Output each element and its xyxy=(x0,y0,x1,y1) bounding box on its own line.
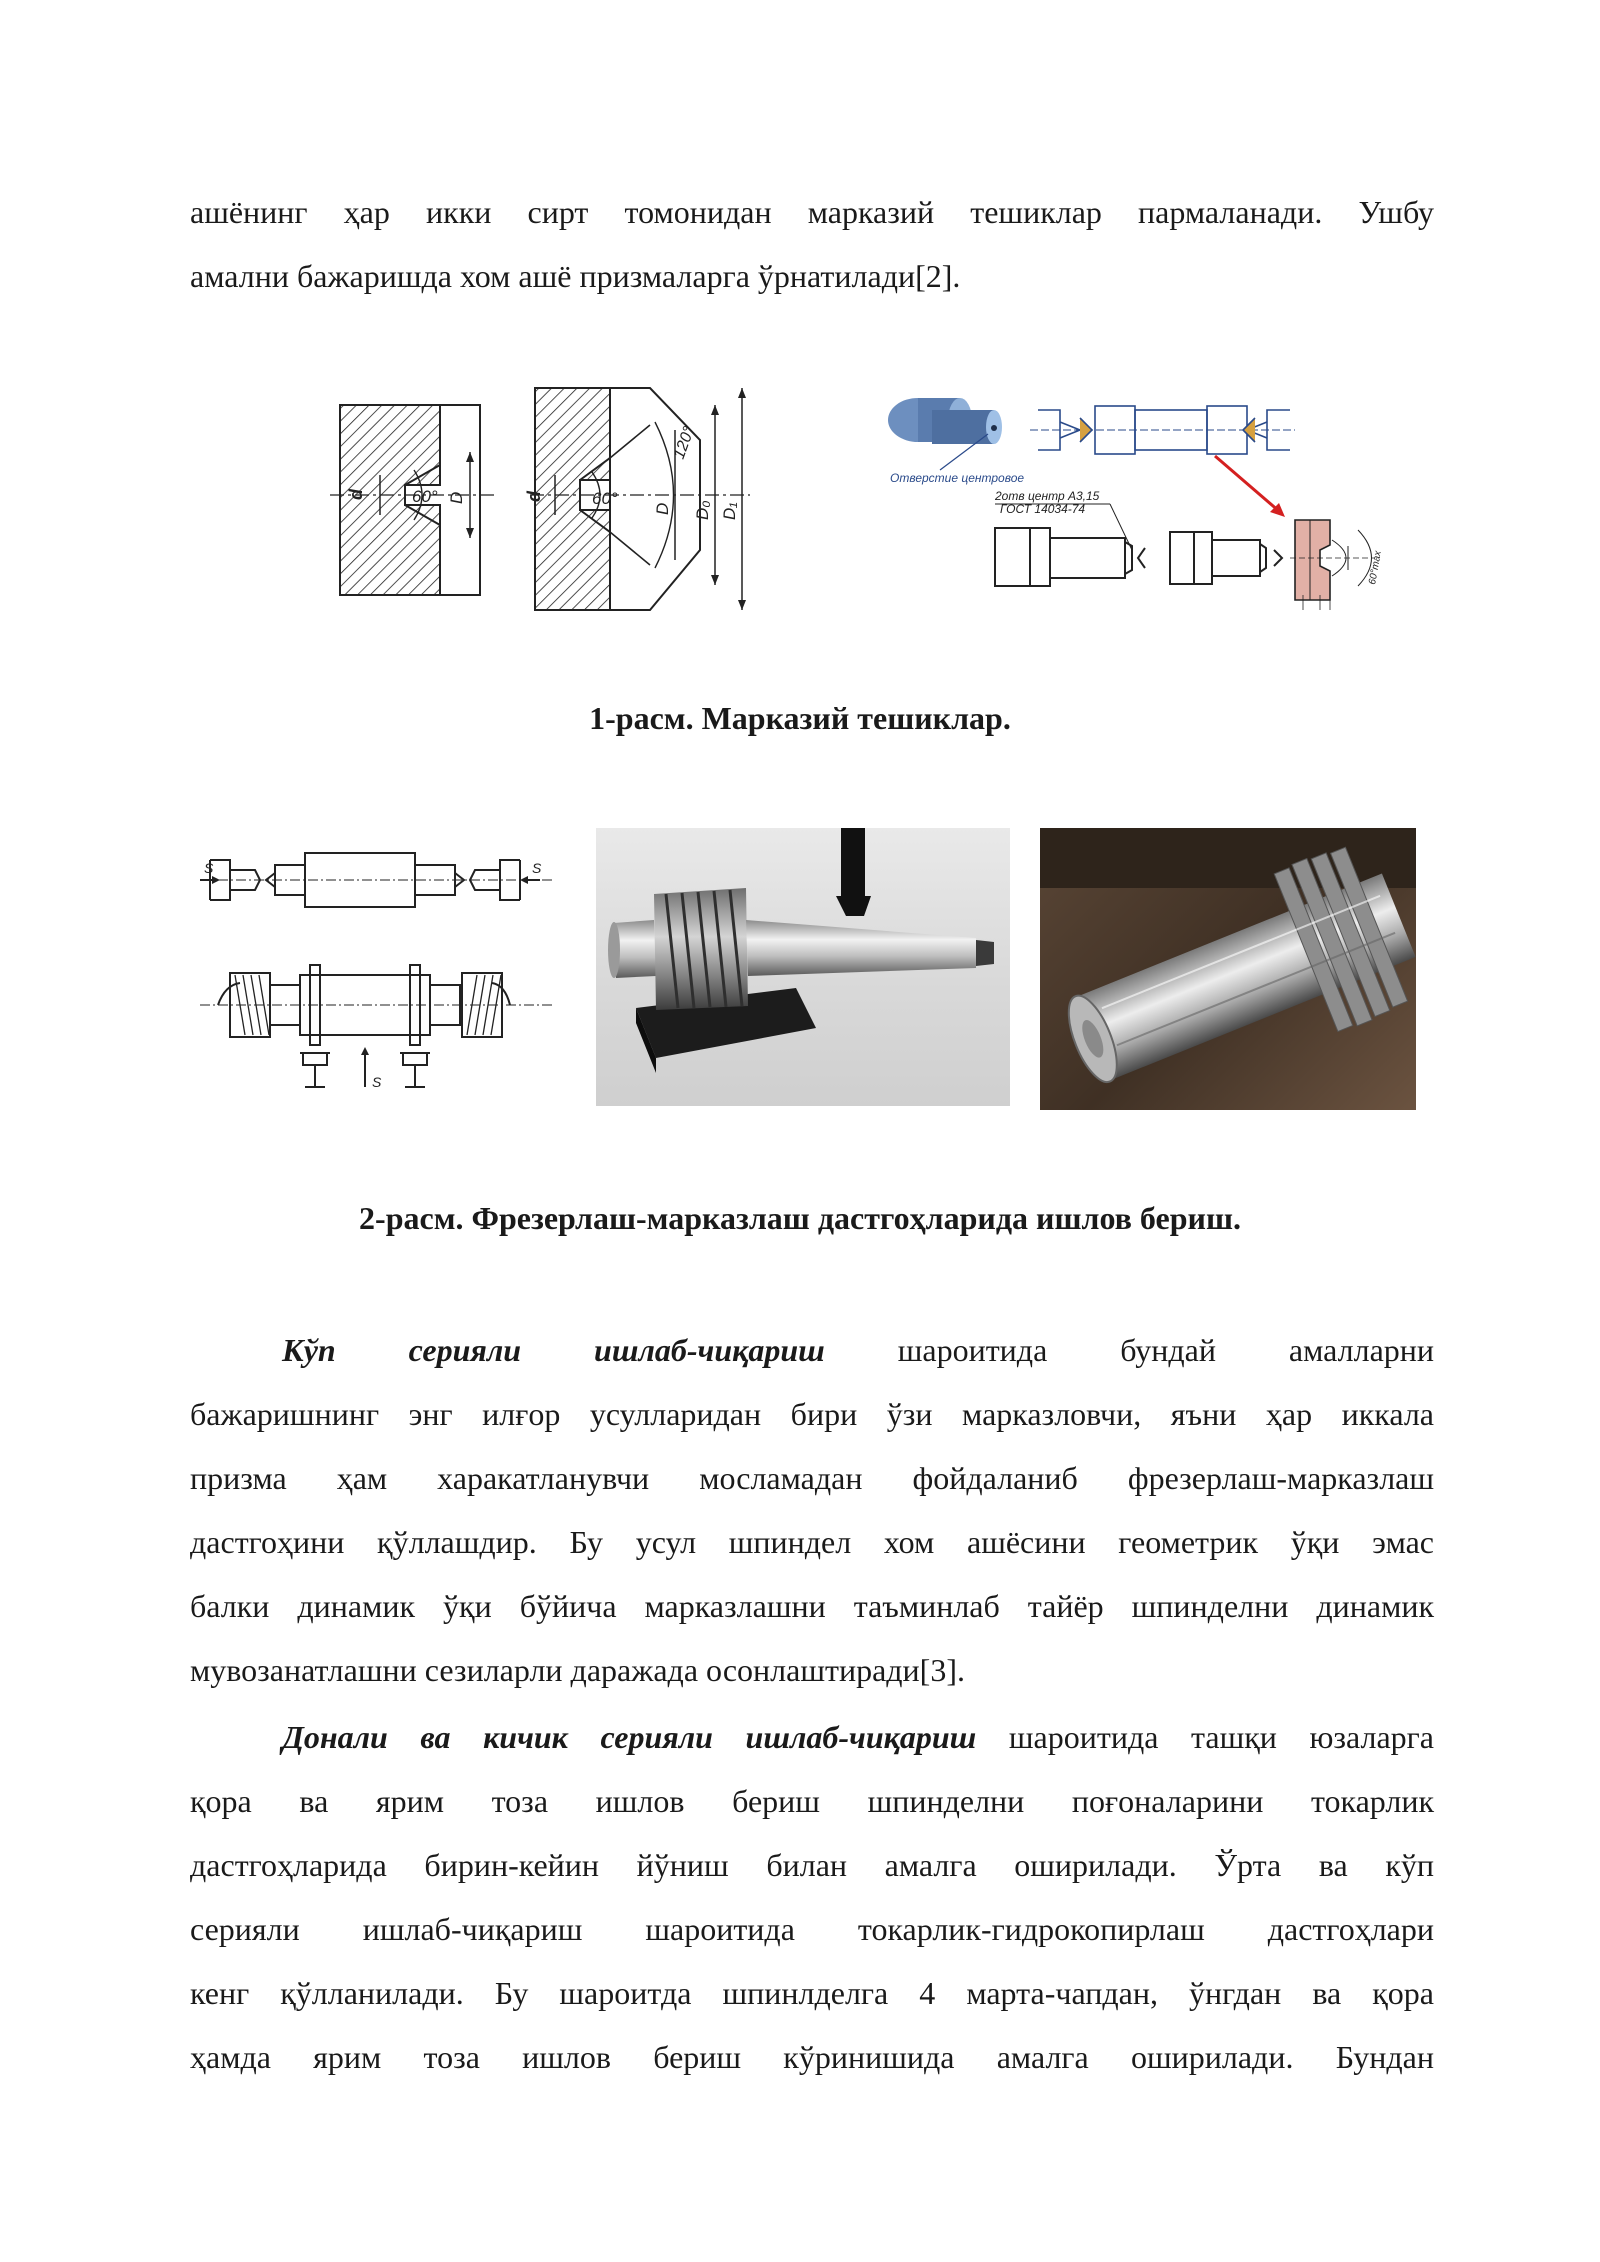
spline-shaft-photo xyxy=(1040,828,1416,1110)
detail-arrow xyxy=(1215,456,1280,512)
figure1-shaft-sketch xyxy=(870,370,1390,620)
paragraph-line-rest: шароитида бундай амалларни xyxy=(897,1332,1435,1368)
label-angle-120: 120° xyxy=(670,424,699,462)
paragraph-line: мувозанатлашни сезиларли даражада осонлаштиради[3]. xyxy=(190,1652,965,1688)
label-d-right: d xyxy=(524,491,544,502)
paragraph-top xyxy=(190,180,1434,308)
center-hole-type-b xyxy=(524,388,750,610)
label-d-left: d xyxy=(346,489,366,500)
shaft-drawing-1 xyxy=(995,528,1145,586)
figure2-milling-scheme xyxy=(200,825,560,1105)
center-hole-type-a xyxy=(330,405,495,595)
gear-shaft-photo xyxy=(596,828,1010,1106)
3d-part-image xyxy=(888,398,1002,444)
lead-term-mass-production: Кўп серияли ишлаб-чиқариш xyxy=(282,1332,825,1368)
lead-term-small-batch: Донали ва кичик серияли ишлаб-чиқариш xyxy=(282,1719,977,1755)
paragraph-line: амални бажаришда хом ашё призмаларга ўрнатилади[2]. xyxy=(190,258,961,294)
paragraph-line: қора ва ярим тоза ишлов бериш шпинделни поғоналарини токарлик xyxy=(190,1783,1434,1819)
label-D0: D₀ xyxy=(693,500,712,520)
label-angle-right: 60° xyxy=(592,489,618,508)
label-note-1: 2отв центр А3,15 xyxy=(995,489,1100,503)
paragraph-line: бажаришнинг энг илғор усулларидан бири ўзи марказловчи, яъни ҳар иккала xyxy=(190,1396,1434,1432)
paragraph-small-batch xyxy=(190,1705,1434,2089)
paragraph-line: балки динамик ўқи бўйича марказлашни таъминлаб тайёр шпинделни динамик xyxy=(190,1588,1434,1624)
paragraph-mass-production xyxy=(190,1318,1434,1702)
paragraph-line: дастгоҳларида бирин-кейин йўниш билан амалга оширилади. Ўрта ва кўп xyxy=(190,1847,1434,1883)
label-angle-left: 60° xyxy=(412,487,438,506)
label-D1: D₁ xyxy=(720,502,739,520)
paragraph-line: ҳамда ярим тоза ишлов бериш кўринишида амалга оширилади. Бундан xyxy=(190,2039,1434,2075)
label-note-2: ГОСТ 14034-74 xyxy=(1000,502,1086,516)
label-hole: Отверстие центровое xyxy=(890,471,1025,485)
label-D-right: D xyxy=(653,502,672,515)
shaft-between-centers xyxy=(1030,406,1295,454)
shaft-drawing-2 xyxy=(1170,532,1282,584)
label-angle-max: 60°max xyxy=(1367,550,1384,586)
figure1-center-hole-drawing xyxy=(330,380,760,620)
center-hole-detail xyxy=(1290,520,1384,610)
paragraph-line: ашёнинг ҳар икки сирт томонидан марказий тешиклар пармаланади. Ушбу xyxy=(190,194,1434,230)
figure2-caption: 2-расм. Фрезерлаш-марказлаш дастгоҳларида ишлов бериш. xyxy=(359,1200,1241,1236)
figure1-caption: 1-расм. Марказий тешиклар. xyxy=(589,700,1011,736)
paragraph-line: серияли ишлаб-чиқариш шароитида токарлик-гидрокопирлаш дастгоҳлари xyxy=(190,1911,1434,1947)
paragraph-line-rest: шароитида ташқи юзаларга xyxy=(1008,1719,1435,1755)
paragraph-line xyxy=(190,1705,1434,1769)
label-s-left: S xyxy=(204,860,214,876)
label-s-bottom: S xyxy=(372,1074,382,1090)
paragraph-line xyxy=(190,1318,1434,1382)
paragraph-line: кенг қўлланилади. Бу шароитда шпинлделга 4 марта-чапдан, ўнгдан ва қора xyxy=(190,1975,1434,2011)
label-s-right: S xyxy=(532,860,542,876)
label-D-left: D xyxy=(447,491,466,504)
paragraph-line: призма ҳам харакатланувчи мосламадан фойдаланиб фрезерлаш-марказлаш xyxy=(190,1460,1434,1496)
paragraph-line: дастгоҳини қўллашдир. Бу усул шпиндел хом ашёсини геометрик ўқи эмас xyxy=(190,1524,1434,1560)
